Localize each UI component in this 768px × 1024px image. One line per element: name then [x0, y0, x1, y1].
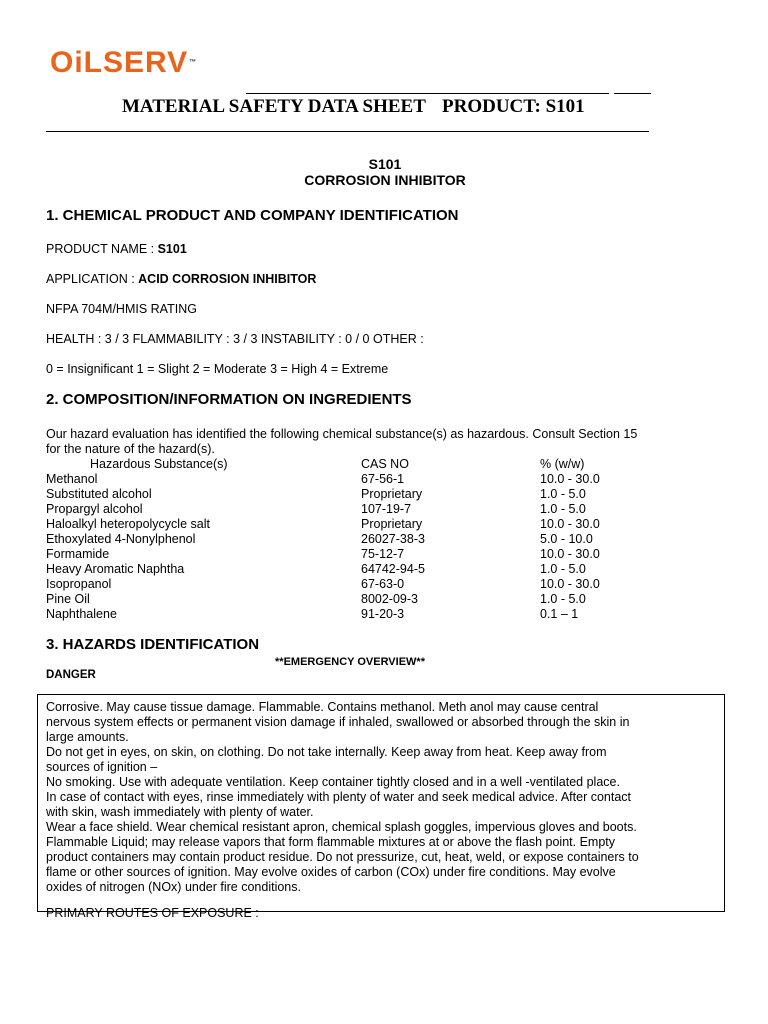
- application-value: ACID CORROSION INHIBITOR: [138, 272, 317, 286]
- overview-paragraph: No smoking. Use with adequate ventilation. Keep container tightly closed and in a well -ventilated place.: [46, 775, 620, 789]
- logo-text: OiLSERV: [50, 46, 189, 79]
- product-code-heading: S101: [368, 156, 402, 172]
- percent-range: 0.1 – 1: [540, 607, 579, 621]
- table-row: [46, 547, 706, 562]
- percent-range: 10.0 - 30.0: [540, 472, 600, 486]
- header-rule-bottom: [46, 131, 649, 132]
- section2-intro: Our hazard evaluation has identified the following chemical substance(s) as hazardous. Consult Section 15 for the nature of the hazard(s).: [46, 427, 638, 456]
- cas-number: Proprietary: [361, 517, 423, 531]
- cas-number: 91-20-3: [361, 607, 405, 621]
- nfpa-rating-label: NFPA 704M/HMIS RATING: [46, 302, 197, 316]
- header-rule-top-2: [614, 93, 651, 94]
- substance-name: Naphthalene: [46, 607, 117, 621]
- table-row: [46, 487, 706, 502]
- percent-range: 1.0 - 5.0: [540, 592, 586, 606]
- cas-number: 26027-38-3: [361, 532, 425, 546]
- table-row: [46, 607, 706, 622]
- cas-number: 8002-09-3: [361, 592, 418, 606]
- product-name-label: PRODUCT NAME :: [46, 242, 158, 256]
- table-row: [46, 577, 706, 592]
- table-row: [46, 532, 706, 547]
- product-name-line: [46, 242, 187, 257]
- substance-name: Formamide: [46, 547, 110, 561]
- cas-number: 67-56-1: [361, 472, 405, 486]
- hazard-ratings: HEALTH : 3 / 3 FLAMMABILITY : 3 / 3 INSTABILITY : 0 / 0 OTHER :: [46, 332, 424, 346]
- table-row: [46, 502, 706, 517]
- substance-name: Methanol: [46, 472, 98, 486]
- overview-paragraph: Flammable Liquid; may release vapors that form flammable mixtures at or above the flash point. Empty product containers may contain product residue. Do not pressurize, cut, heat, weld, or expose containers to flame or other sources of ignition. May evolve oxides of carbon (COx) under fire conditions. May evolve oxides of nitrogen (NOx) under fire conditions.: [46, 835, 639, 894]
- primary-routes-label: PRIMARY ROUTES OF EXPOSURE :: [46, 906, 259, 920]
- application-line: [46, 272, 316, 287]
- substance-name: Heavy Aromatic Naphtha: [46, 562, 185, 576]
- section2-heading: 2. COMPOSITION/INFORMATION ON INGREDIENTS: [46, 391, 412, 408]
- percent-range: 1.0 - 5.0: [540, 487, 586, 501]
- emergency-overview-label: **EMERGENCY OVERVIEW**: [275, 656, 425, 668]
- substance-name: Haloalkyl heteropolycycle salt: [46, 517, 210, 531]
- percent-range: 5.0 - 10.0: [540, 532, 593, 546]
- emergency-overview-box: [37, 694, 725, 912]
- percent-range: 1.0 - 5.0: [540, 502, 586, 516]
- percent-range: 10.0 - 30.0: [540, 577, 600, 591]
- substance-name: Propargyl alcohol: [46, 502, 143, 516]
- table-row: [46, 517, 706, 532]
- overview-paragraph: Do not get in eyes, on skin, on clothing. Do not take internally. Keep away from heat. Keep away from sources of ignition –: [46, 745, 607, 774]
- section3-heading: 3. HAZARDS IDENTIFICATION: [46, 636, 260, 653]
- signal-word: DANGER: [46, 669, 96, 681]
- cas-number: 64742-94-5: [361, 562, 425, 576]
- substance-name: Isopropanol: [46, 577, 112, 591]
- col-percent-header: % (w/w): [540, 457, 585, 471]
- ingredients-header-row: [46, 457, 706, 472]
- cas-number: 107-19-7: [361, 502, 412, 516]
- cas-number: Proprietary: [361, 487, 423, 501]
- overview-paragraph: Wear a face shield. Wear chemical resistant apron, chemical splash goggles, impervious gloves and boots.: [46, 820, 637, 834]
- product-code-title: PRODUCT: S101: [442, 96, 585, 117]
- table-row: [46, 562, 706, 577]
- overview-paragraph: Corrosive. May cause tissue damage. Flammable. Contains methanol. Meth anol may cause central nervous system effects or permanent vision damage if inhaled, swallowed or absorbed through the skin in large amounts.: [46, 700, 630, 744]
- section1-heading: 1. CHEMICAL PRODUCT AND COMPANY IDENTIFICATION: [46, 207, 459, 224]
- document-title: [122, 96, 426, 118]
- header-rule-top-1: [246, 93, 609, 94]
- percent-range: 10.0 - 30.0: [540, 547, 600, 561]
- percent-range: 1.0 - 5.0: [540, 562, 586, 576]
- table-row: [46, 592, 706, 607]
- product-title: [442, 96, 585, 118]
- product-name-value: S101: [157, 242, 187, 256]
- col-substance-header: Hazardous Substance(s): [90, 457, 228, 471]
- cas-number: 67-63-0: [361, 577, 405, 591]
- substance-name: Ethoxylated 4-Nonylphenol: [46, 532, 196, 546]
- rating-scale: 0 = Insignificant 1 = Slight 2 = Moderate 3 = High 4 = Extreme: [46, 362, 389, 376]
- emergency-overview-text: [46, 700, 644, 895]
- trademark-mark: ™: [189, 59, 197, 66]
- application-label: APPLICATION :: [46, 272, 139, 286]
- cas-number: 75-12-7: [361, 547, 405, 561]
- percent-range: 10.0 - 30.0: [540, 517, 600, 531]
- substance-name: Substituted alcohol: [46, 487, 152, 501]
- overview-paragraph: In case of contact with eyes, rinse immediately with plenty of water and seek medical advice. After contact with skin, wash immediately with plenty of water.: [46, 790, 632, 819]
- table-row: [46, 472, 706, 487]
- substance-name: Pine Oil: [46, 592, 90, 606]
- col-cas-header: CAS NO: [361, 457, 409, 471]
- product-name-heading: CORROSION INHIBITOR: [304, 172, 466, 188]
- msds-title: MATERIAL SAFETY DATA SHEET: [122, 96, 426, 117]
- oilserv-logo: [50, 48, 196, 78]
